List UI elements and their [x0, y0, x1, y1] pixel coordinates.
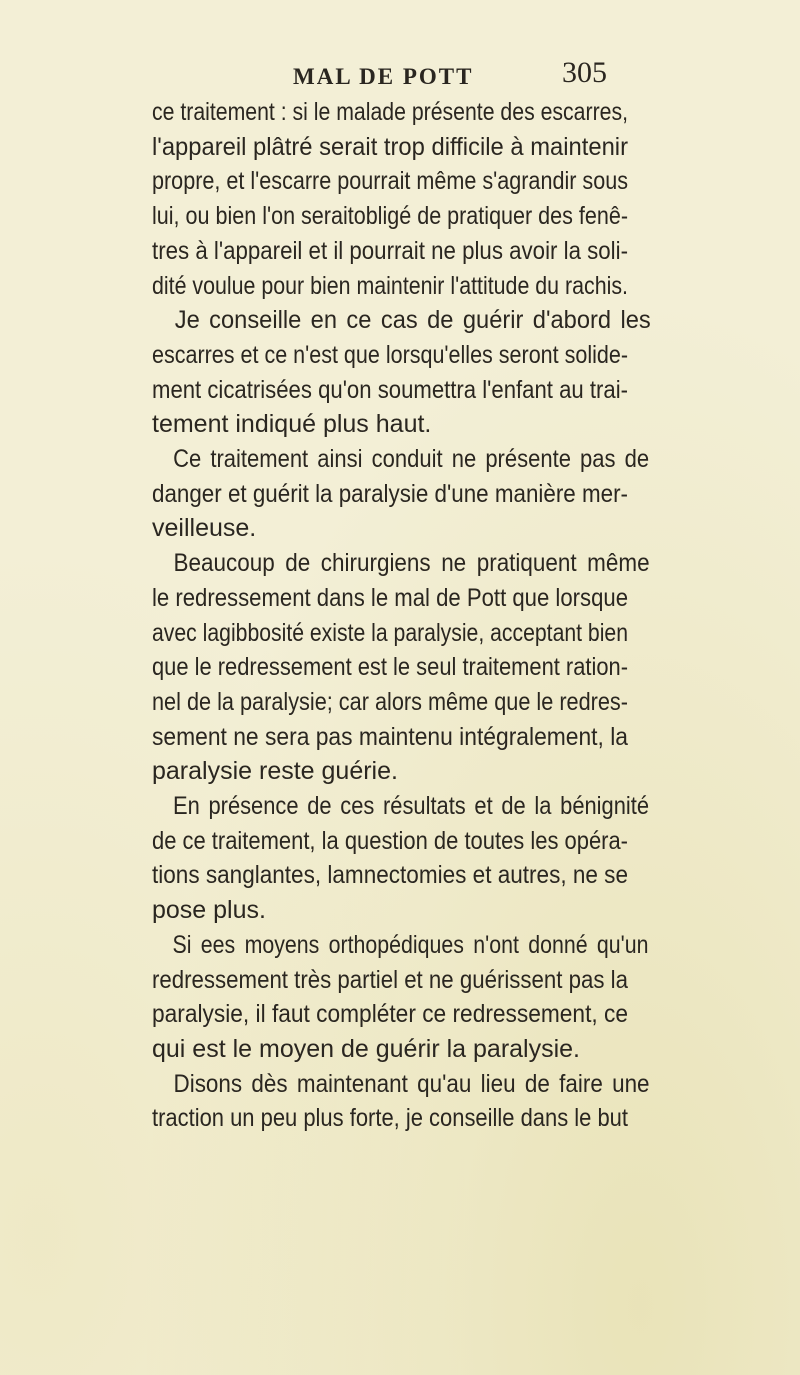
text-line: traction un peu plus forte, je conseille dans le but — [152, 1104, 628, 1133]
text-line: escarres et ce n'est que lorsqu'elles seront solide- — [152, 340, 628, 369]
paragraph-first-line: En présence de ces résultats et de la bénignité — [173, 792, 650, 821]
paragraph-first-line: Ce traitement ainsi conduit ne présente pas de — [173, 445, 650, 474]
paragraph-last-line: veilleuse. — [152, 514, 257, 543]
text-line: le redressement dans le mal de Pott que lorsque — [152, 583, 628, 612]
text-line: ment cicatrisées qu'on soumettra l'enfant au trai- — [152, 375, 628, 404]
text-line: avec lagibbosité existe la paralysie, acceptant bien — [152, 618, 628, 647]
paragraph-last-line: paralysie reste guérie. — [152, 757, 398, 786]
body-text — [152, 95, 651, 1136]
text-line: nel de la paralysie; car alors même que le redres- — [152, 687, 628, 716]
text-line: que le redressement est le seul traitement ration- — [152, 653, 628, 682]
text-line: de ce traitement, la question de toutes les opéra- — [152, 826, 628, 855]
page-number: 305 — [562, 56, 607, 89]
text-line: tres à l'appareil et il pourrait ne plus avoir la soli- — [152, 236, 628, 265]
text-line: sement ne sera pas maintenu intégralement, la — [152, 722, 628, 751]
text-line: dité voulue pour bien maintenir l'attitude du rachis. — [152, 271, 628, 300]
text-line: tions sanglantes, lamnectomies et autres, ne se — [152, 861, 628, 890]
paragraph-first-line: Disons dès maintenant qu'au lieu de faire une — [173, 1069, 650, 1098]
running-head-title: MAL DE POTT — [293, 64, 474, 89]
text-line: l'appareil plâtré serait trop difficile à maintenir — [152, 132, 628, 161]
paragraph-first-line: Je conseille en ce cas de guérir d'abord les — [174, 306, 651, 335]
paragraph-last-line: pose plus. — [152, 896, 266, 925]
text-line: ce traitement : si le malade présente des escarres, — [152, 98, 628, 126]
paragraph-last-line: tement indiqué plus haut. — [152, 410, 432, 439]
paragraph-first-line: Si ees moyens orthopédiques n'ont donné qu'un — [172, 930, 649, 959]
paragraph-last-line: qui est le moyen de guérir la paralysie. — [152, 1034, 581, 1063]
text-line: paralysie, il faut compléter ce redressement, ce — [152, 1000, 628, 1029]
text-line: danger et guérit la paralysie d'une manière mer- — [152, 479, 628, 508]
running-head — [0, 56, 800, 96]
text-line: propre, et l'escarre pourrait même s'agrandir sous — [152, 167, 628, 196]
paragraph-first-line: Beaucoup de chirurgiens ne pratiquent même — [173, 549, 650, 578]
text-line: lui, ou bien l'on seraitobligé de pratiquer des fenê- — [152, 202, 628, 231]
text-line: redressement très partiel et ne guérissent pas la — [152, 965, 628, 994]
